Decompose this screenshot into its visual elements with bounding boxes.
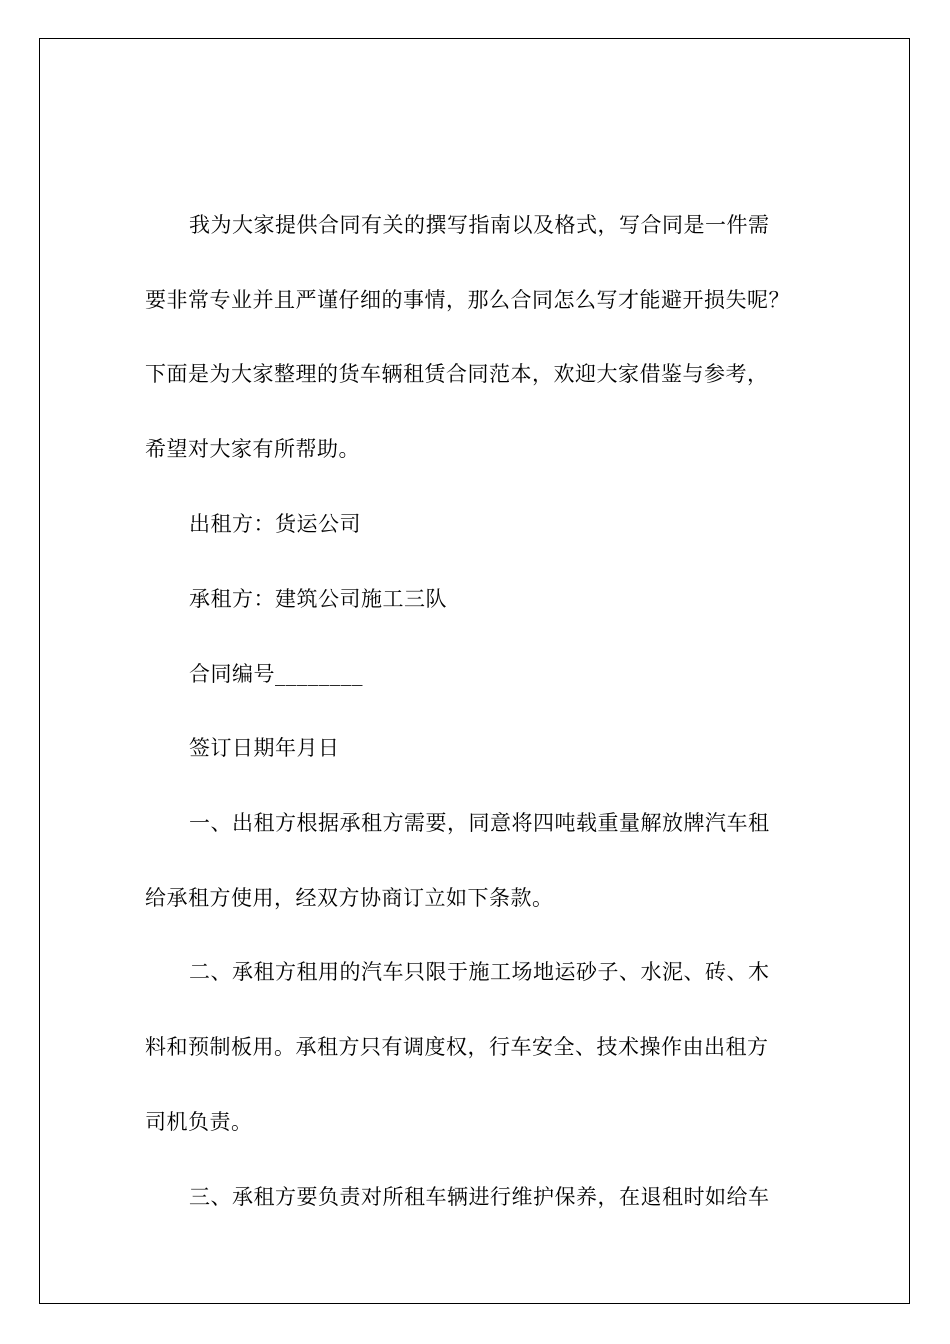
sign-date-line: 签订日期年月日 (189, 736, 340, 760)
intro-line-4: 希望对大家有所帮助。 (145, 437, 360, 461)
lessor-line: 出租方：货运公司 (189, 512, 361, 536)
clause-3-line-1: 三、承租方要负责对所租车辆进行维护保养，在退租时如给车 (189, 1185, 770, 1209)
clause-1-line-2: 给承租方使用，经双方协商订立如下条款。 (145, 886, 554, 910)
intro-line-2: 要非常专业并且严谨仔细的事情，那么合同怎么写才能避开损失呢？ (145, 288, 790, 312)
lessee-line: 承租方：建筑公司施工三队 (189, 587, 447, 611)
clause-2-line-3: 司机负责。 (145, 1110, 253, 1134)
clause-2-line-1: 二、承租方租用的汽车只限于施工场地运砂子、水泥、砖、木 (189, 960, 770, 984)
clause-1-line-1: 一、出租方根据承租方需要，同意将四吨载重量解放牌汽车租 (189, 811, 770, 835)
intro-line-3: 下面是为大家整理的货车辆租赁合同范本，欢迎大家借鉴与参考， (145, 362, 769, 386)
contract-number-line: 合同编号________ (189, 662, 363, 686)
intro-line-1: 我为大家提供合同有关的撰写指南以及格式，写合同是一件需 (189, 213, 770, 237)
clause-2-line-2: 料和预制板用。承租方只有调度权，行车安全、技术操作由出租方 (145, 1035, 769, 1059)
